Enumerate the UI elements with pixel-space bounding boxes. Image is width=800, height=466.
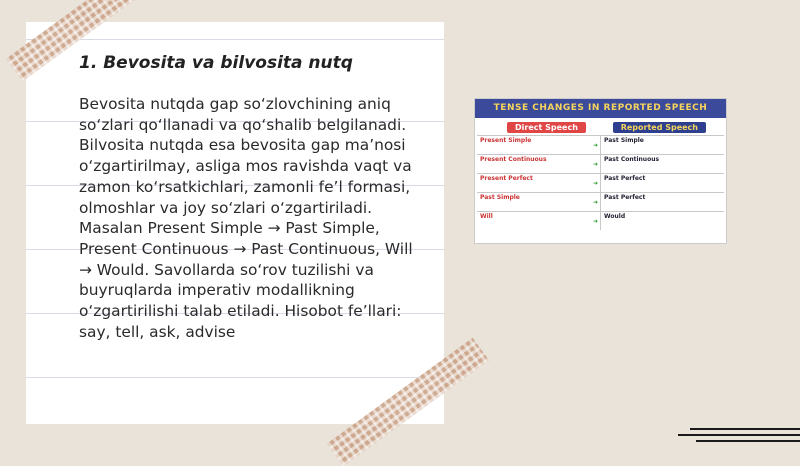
infographic-row: [477, 192, 724, 211]
direct-cell: [477, 193, 601, 211]
slide-title: 1. Bevosita va bilvosita nutq: [79, 53, 353, 73]
reported-speech-header: Reported Speech: [613, 122, 706, 133]
direct-tense: Present Perfect: [480, 175, 533, 182]
direct-cell: [477, 212, 601, 230]
reported-tense: Past Perfect: [604, 194, 646, 201]
arrow-icon: ➜: [592, 161, 598, 168]
reported-tense: Past Continuous: [604, 156, 660, 163]
slide-body-text: Bevosita nutqda gap so‘zlovchining aniq so‘zlari qo‘llanadi va qo‘shalib belgilanadi. Bilvosita nutqda esa bevosita gap ma’nosi o‘zgartirilmay, asliga mos ravishda vaqt va zamon ko‘rsatkichlari, zamonli fe’l formasi, olmoshlar va joy so‘zlari o‘zgartiriladi. Masalan Present Simple → Past Simple, Present Continuous → Past Continuous, Will → Would. Savollarda so‘rov tuzilishi va buyruqlarda imperativ modallikning o‘zgartirilishi talab etiladi. Hisobot fe’llari: say, tell, ask, advise: [79, 95, 413, 341]
reported-cell: [601, 174, 724, 192]
decorative-line: [696, 440, 800, 442]
infographic-row: [477, 211, 724, 230]
direct-tense: Will: [480, 213, 493, 220]
decorative-line: [678, 434, 800, 436]
infographic-row: [477, 173, 724, 192]
direct-tense: Past Simple: [480, 194, 520, 201]
tense-changes-infographic: [474, 98, 727, 244]
decorative-line: [690, 428, 800, 430]
direct-tense: Present Simple: [480, 137, 532, 144]
arrow-icon: ➜: [592, 199, 598, 206]
infographic-row: [477, 154, 724, 173]
reported-cell: [601, 155, 724, 173]
direct-cell: [477, 155, 601, 173]
infographic-row: [477, 135, 724, 154]
arrow-icon: ➜: [592, 142, 598, 149]
direct-speech-header: Direct Speech: [507, 122, 586, 133]
reported-tense: Would: [604, 213, 626, 220]
arrow-icon: ➜: [592, 180, 598, 187]
infographic-title: TENSE CHANGES IN REPORTED SPEECH: [475, 99, 726, 118]
direct-cell: [477, 174, 601, 192]
reported-cell: [601, 136, 724, 154]
reported-cell: [601, 193, 724, 211]
reported-tense: Past Perfect: [604, 175, 646, 182]
direct-tense: Present Continuous: [480, 156, 547, 163]
infographic-rows: [477, 135, 724, 230]
reported-cell: [601, 212, 724, 230]
arrow-icon: ➜: [592, 218, 598, 225]
reported-tense: Past Simple: [604, 137, 644, 144]
direct-cell: [477, 136, 601, 154]
